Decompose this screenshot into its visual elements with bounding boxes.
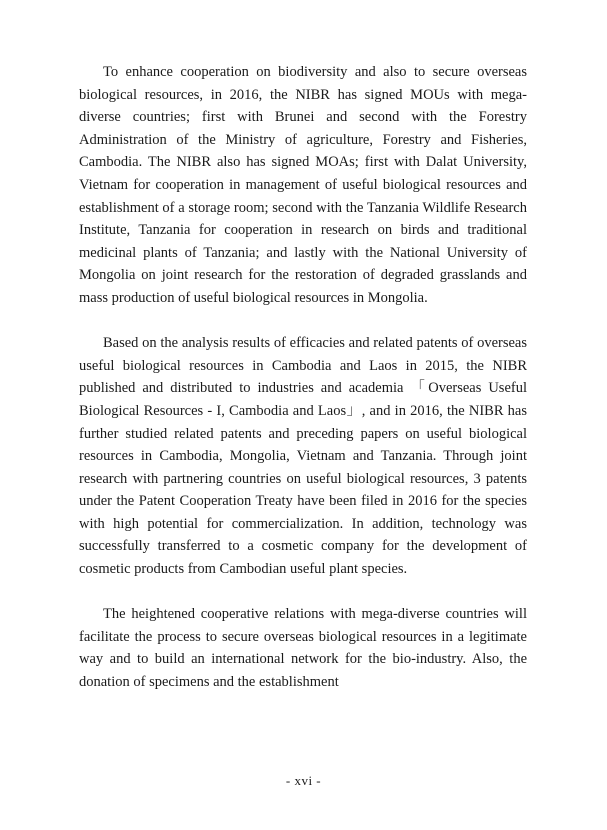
body-text (79, 61, 527, 694)
paragraph-cooperative-relations: The heightened cooperative relations with mega-diverse countries will facilitate the process to secure overseas biological resources in a legitimate way and to build an international network for the bio-industry. Also, the donation of specimens and the establishment (79, 606, 527, 691)
paragraph-useful-resources-patents: Based on the analysis results of efficacies and related patents of overseas useful biological resources in Cambodia and Laos in 2015, the NIBR published and distributed to industries and academia 「Overseas Useful Biological Resources - I, Cambodia and Laos」, and in 2016, the NIBR has further studied related patents and preceding papers on useful biological resources in Cambodia, Mongolia, Vietnam and Tanzania. Through joint research with partnering countries on useful biological resources, 3 patents under the Patent Cooperation Treaty have been filed in 2016 for the species with high potential for commercialization. In addition, technology was successfully transferred to a cosmetic company for the development of cosmetic products from Cambodian useful plant species. (79, 335, 527, 578)
page-number: - xvi - (285, 773, 322, 788)
paragraph-cooperation-mous: To enhance cooperation on biodiversity and also to secure overseas biological resources, in 2016, the NIBR has signed MOUs with mega-diverse countries; first with Brunei and second with the Forestry Administration of the Ministry of agriculture, Forestry and Fisheries, Cambodia. The NIBR also has signed MOAs; first with Dalat University, Vietnam for cooperation in management of useful biological resources and establishment of a storage room; second with the Tanzania Wildlife Research Institute, Tanzania for cooperation in research on birds and traditional medicinal plants of Tanzania; and lastly with the National University of Mongolia on joint research for the restoration of degraded grasslands and mass production of useful biological resources in Mongolia. (79, 64, 527, 306)
